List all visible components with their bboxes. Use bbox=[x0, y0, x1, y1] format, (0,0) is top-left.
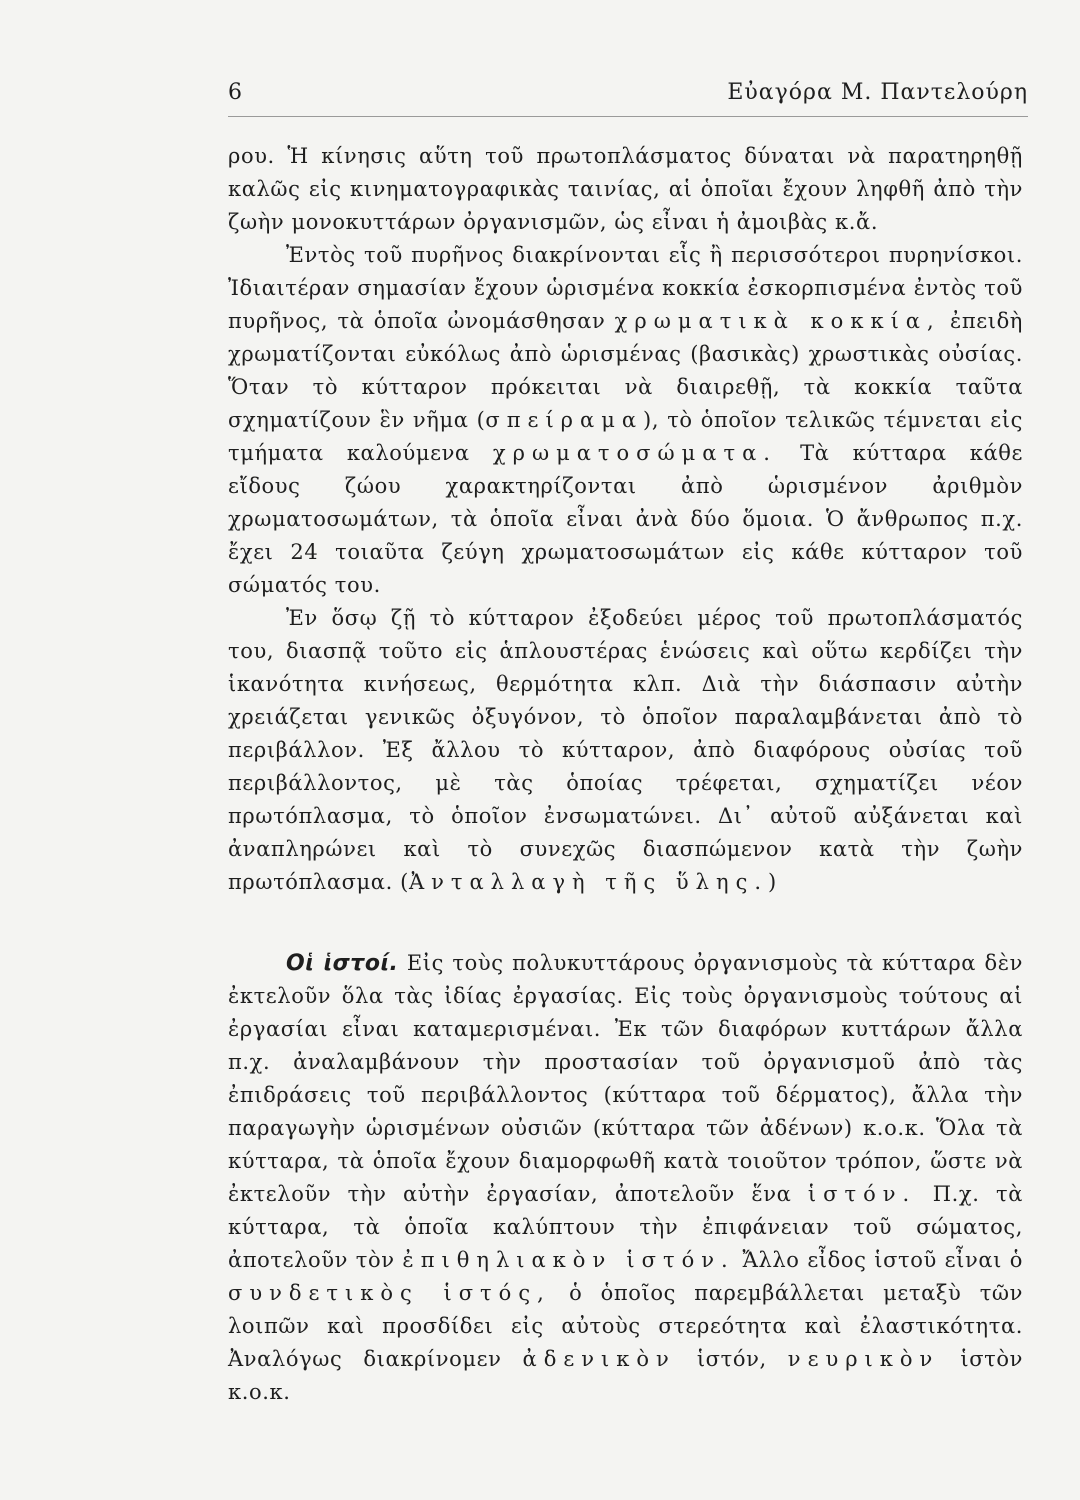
paragraph-2 bbox=[228, 239, 1023, 602]
paragraph-4-text-a: Εἰς τοὺς πολυκυττάρους ὀργανισμοὺς τὰ κύτταρα δὲν ἐκτελοῦν ὅλα τὰς ἰδίας ἐργασίας. Εἰς τοὺς ὀργανισμοὺς τούτους αἱ ἐργασίαι εἶναι καταμερισμέναι. Ἐκ τῶν διαφόρων κυττάρων ἄλλα π.χ. ἀναλαμβάνουν τὴν προστασίαν τοῦ ὀργανισμοῦ ἀπὸ τὰς ἐπιδράσεις τοῦ περιβάλλοντος (κύτταρα τοῦ δέρματος), ἄλλα τὴν παραγωγὴν ὡρισμένων οὐσιῶν (κύτταρα τῶν ἀδένων) κ.ο.κ. Ὅλα τὰ κύτταρα, τὰ ὁποῖα ἔχουν διαμορφωθῆ κατὰ τοιοῦτον τρόπον, ὥστε νὰ ἐκτελοῦν τὴν αὐτὴν ἐργασίαν, ἀποτελοῦν ἕνα bbox=[228, 951, 1023, 1206]
term-chromatic-granules: χρωματικὰ κοκκία, bbox=[614, 309, 941, 333]
paragraph-2-text-b: ἐπειδὴ χρωματίζονται εὐκόλως ἀπὸ ὡρισμένας (βασικὰς) χρωστικὰς οὐσίας. Ὅταν τὸ κύτταρον πρόκειται νὰ διαιρεθῇ, τὰ κοκκία ταῦτα σχηματίζουν ἓν νῆμα ( bbox=[228, 309, 1023, 432]
header-rule bbox=[228, 116, 1028, 117]
term-spireme: σπείραμα bbox=[485, 408, 644, 432]
paragraph-3 bbox=[228, 602, 1023, 899]
term-chromosomes: χρωματοσώματα. bbox=[492, 441, 777, 465]
paragraph-1-text: ρου. Ἡ κίνησις αὕτη τοῦ πρωτοπλάσματος δύναται νὰ παρατηρηθῇ καλῶς εἰς κινηματογραφικὰς ταινίας, αἱ ὁποῖαι ἔχουν ληφθῆ ἀπὸ τὴν ζωὴν μονοκυττάρων ὀργανισμῶν, ὡς εἶναι ἡ ἀμοιβὰς κ.ἄ. bbox=[228, 144, 1023, 234]
paragraph-4-text-d: ὁ ὁποῖος παρεμβάλλεται μεταξὺ τῶν λοιπῶν καὶ προσδίδει εἰς αὐτοὺς στερεότητα καὶ ἐλαστικότητα. Ἀναλόγως διακρίνομεν bbox=[228, 1281, 1024, 1371]
paragraph-2-text-d: Τὰ κύτταρα κάθε εἴδους ζώου χαρακτηρίζονται ἀπὸ ὡρισμένον ἀριθμὸν χρωματοσωμάτων, τὰ ὁποῖα εἶναι ἀνὰ δύο ὅμοια. Ὁ ἄνθρωπος π.χ. ἔχει 24 τοιαῦτα ζεύγη χρωματοσωμάτων εἰς κάθε κύτταρον τοῦ σώματός του. bbox=[228, 441, 1024, 597]
paragraph-2-text-c: ), τὸ ὁποῖον τελικῶς τέμνεται εἰς τμήματα καλούμενα bbox=[228, 408, 1023, 465]
paragraph-2-text-a: Ἐντὸς τοῦ πυρῆνος διακρίνονται εἷς ἢ περισσότεροι πυρηνίσκοι. Ἰδιαιτέραν σημασίαν ἔχουν ὡρισμένα κοκκία ἐσκορπισμένα ἐντὸς τοῦ πυρῆνος, τὰ ὁποῖα ὠνομάσθησαν bbox=[228, 243, 1023, 333]
paragraph-tissues bbox=[228, 947, 1023, 1409]
term-glandular: ἀδενικὸν bbox=[522, 1347, 676, 1371]
section-heading-tissues: Οἱ ἱστοί. bbox=[286, 951, 399, 976]
page-number: 6 bbox=[228, 80, 242, 105]
paragraph-3-text-b: ) bbox=[768, 870, 777, 894]
term-connective-tissue: συνδετικὸς ἱστός, bbox=[228, 1281, 551, 1305]
paragraph-1 bbox=[228, 140, 1023, 239]
page-body bbox=[228, 140, 1023, 1409]
term-tissue: ἱστόν. bbox=[807, 1182, 917, 1206]
paragraph-3-text-a: Ἐν ὅσῳ ζῇ τὸ κύτταρον ἐξοδεύει μέρος τοῦ πρωτοπλάσματός του, διασπᾷ τοῦτο εἰς ἁπλουστέρας ἑνώσεις καὶ οὕτω κερδίζει τὴν ἱκανότητα κινήσεως, θερμότητα κλπ. Διὰ τὴν διάσπασιν αὐτὴν χρειάζεται γενικῶς ὀξυγόνον, τὸ ὁποῖον παραλαμβάνεται ἀπὸ τὸ περιβάλλον. Ἐξ ἄλλου τὸ κύτταρον, ἀπὸ διαφόρους οὐσίας τοῦ περιβάλλοντος, μὲ τὰς ὁποίας τρέφεται, σχηματίζει νέον πρωτόπλασμα, τὸ ὁποῖον ἐνσωματώνει. Δι᾽ αὐτοῦ αὐξάνεται καὶ ἀναπληρώνει καὶ τὸ συνεχῶς διασπώμενον κατὰ τὴν ζωὴν πρωτόπλασμα. ( bbox=[228, 606, 1023, 894]
paragraph-4-text-e: ἱστόν, bbox=[696, 1347, 767, 1371]
paragraph-4-text-c: Ἄλλο εἶδος ἱστοῦ εἶναι ὁ bbox=[742, 1248, 1023, 1272]
running-title: Εὐαγόρα Μ. Παντελούρη bbox=[727, 80, 1028, 105]
paragraph-4-text-b: Π.χ. τὰ κύτταρα, τὰ ὁποῖα καλύπτουν τὴν ἐπιφάνειαν τοῦ σώματος, ἀποτελοῦν τὸν bbox=[228, 1182, 1023, 1272]
page-header bbox=[228, 80, 1028, 120]
paragraph-4-text-f: ἱστὸν κ.ο.κ. bbox=[228, 1347, 1024, 1404]
term-epithelial-tissue: ἐπιθηλιακὸν ἱστόν. bbox=[402, 1248, 735, 1272]
term-metabolism: Ἀνταλλαγὴ τῆς ὕλης. bbox=[408, 870, 769, 894]
term-nervous: νευρικὸν bbox=[787, 1347, 940, 1371]
